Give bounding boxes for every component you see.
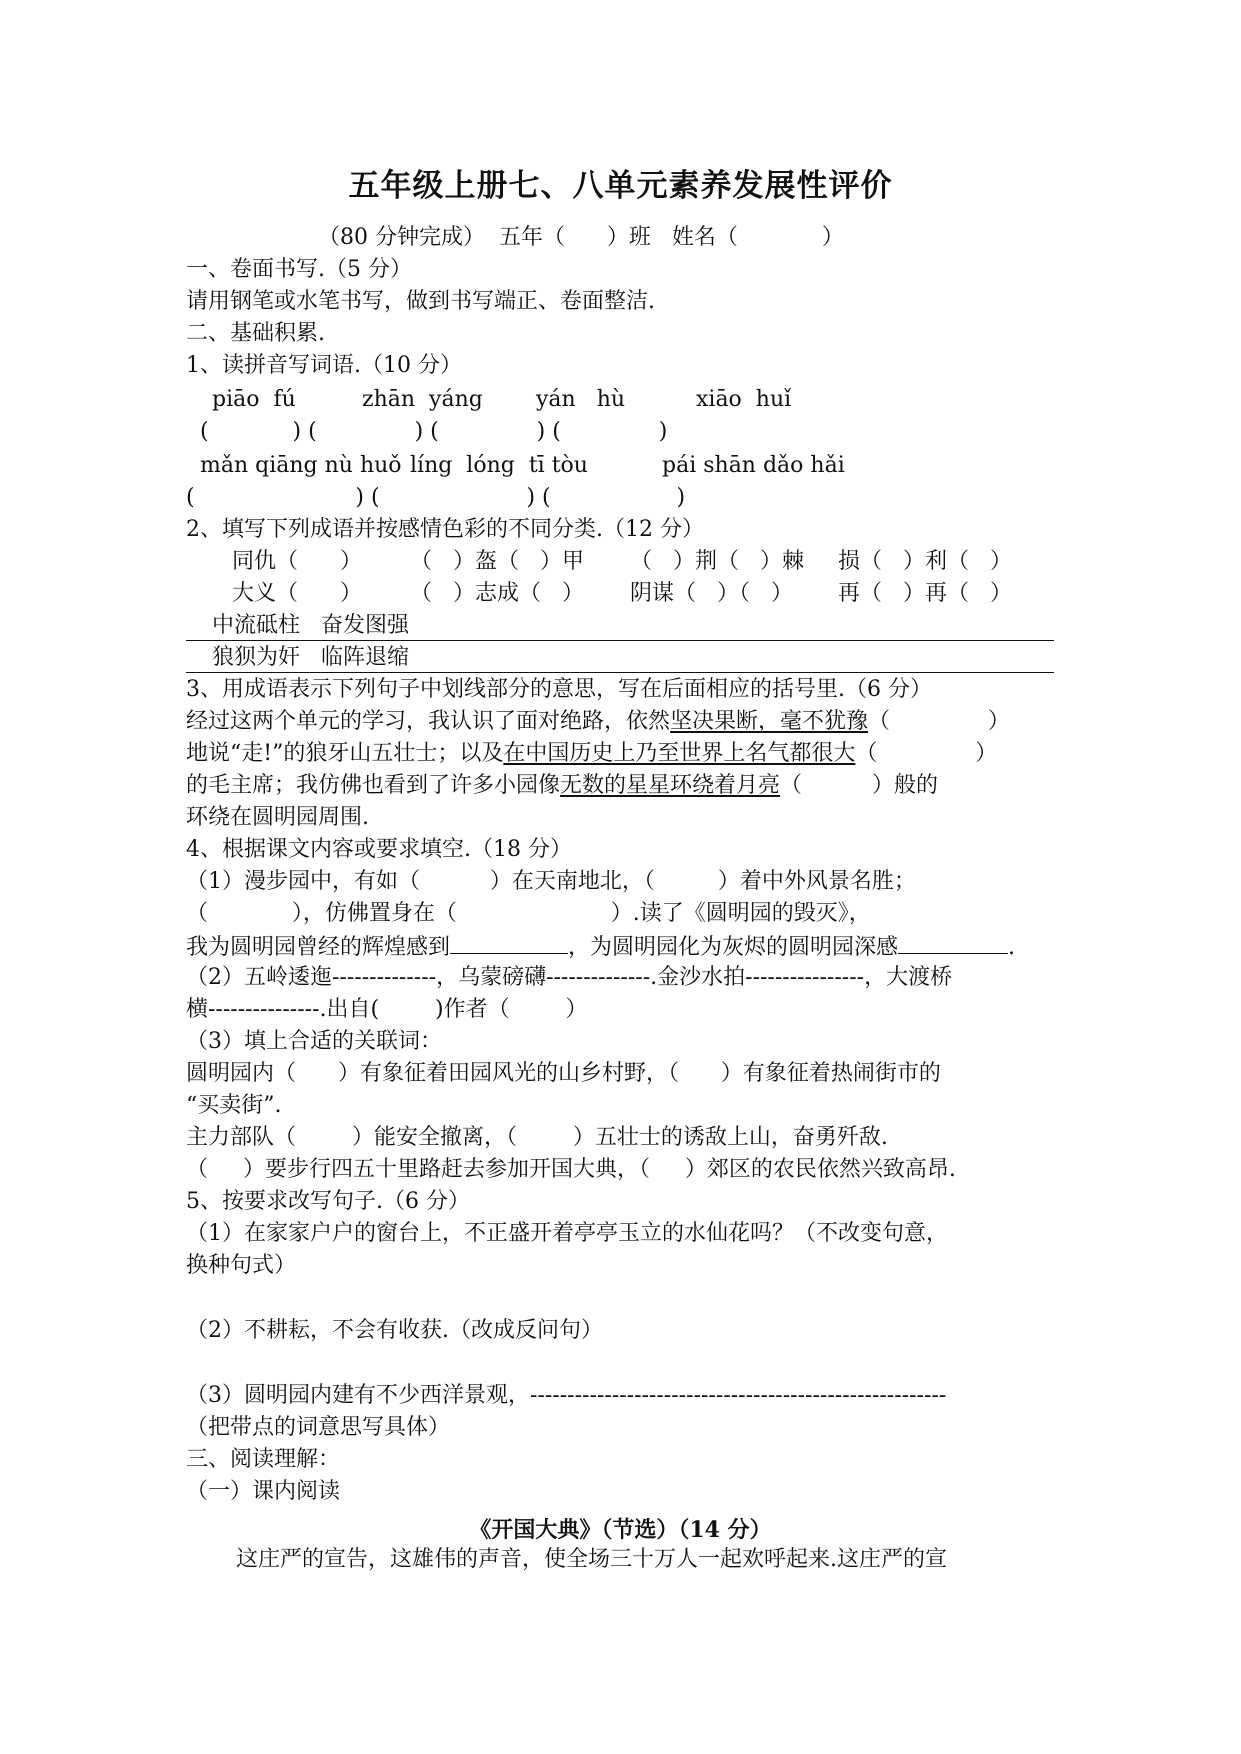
idiom-item: （ ）志成（ ）	[410, 581, 584, 606]
q4-p3-line2: “买卖街”.	[186, 1093, 282, 1118]
underlined-phrase: 坚决果断，毫不犹豫	[670, 709, 869, 734]
pinyin-item: líng lóng tī tòu	[410, 453, 588, 478]
answer-line	[186, 672, 1054, 673]
q3-line-4: 环绕在圆明园周围.	[186, 805, 369, 830]
idiom-item: （ ）盔（ ）甲	[410, 549, 584, 574]
q5-heading: 5、按要求改写句子.（6 分）	[186, 1189, 470, 1214]
section-3-heading: 三、阅读理解：	[186, 1447, 341, 1472]
pinyin-item: pái shān dǎo hǎi	[662, 453, 845, 478]
q5-p2: （2）不耕耘，不会有收获.（改成反问句）	[186, 1318, 603, 1343]
q4-p1-line1: （1）漫步园中，有如（ ）在天南地北，（ ）着中外风景名胜；	[186, 869, 916, 894]
q4-p2-line1: （2）五岭逶迤--------------，乌蒙磅礴--------------.金沙水拍----------------，大渡桥	[186, 965, 953, 990]
q5-p3-line2: （把带点的词意思写具体）	[186, 1415, 451, 1440]
idiom-item: 损（ ）利（ ）	[838, 549, 1012, 574]
idiom-item: 再（ ）再（ ）	[838, 581, 1012, 606]
q5-p1-line1: （1）在家家户户的窗台上，不正盛开着亭亭玉立的水仙花吗？（不改变句意，	[186, 1221, 948, 1246]
answer-line	[186, 640, 1054, 641]
answer-brackets-row1: ( ) ( ) ( ) ( )	[200, 419, 668, 444]
section-2-heading: 二、基础积累.	[186, 321, 325, 346]
q3-line-3: 的毛主席；我仿佛也看到了许多小园像无数的星星环绕着月亮（ ）般的	[186, 773, 938, 798]
q4-p3-line3: 主力部队（ ）能安全撤离，（ ）五壮士的诱敌上山，奋勇歼敌.	[186, 1125, 888, 1150]
q4-p1-line3: 我为圆明园曾经的辉煌感到 ，为圆明园化为灰烬的圆明园深感 .	[186, 931, 1015, 963]
q2-heading: 2、填写下列成语并按感情色彩的不同分类.（12 分）	[186, 517, 704, 542]
q4-p3-line4: （ ）要步行四五十里路赶去参加开国大典，（ ）郊区的农民依然兴致高昂.	[186, 1157, 956, 1182]
q4-p1-line2: （ ），仿佛置身在（ ）.读了《圆明园的毁灭》，	[186, 901, 871, 926]
q1-heading: 1、读拼音写词语.（10 分）	[186, 353, 462, 378]
fill-blank	[450, 931, 568, 954]
pinyin-item: yán hù	[536, 387, 626, 412]
answer-brackets-row2: ( ) ( ) ( )	[186, 485, 686, 510]
q3-line-1: 经过这两个单元的学习，我认识了面对绝路，依然坚决果断，毫不犹豫（ ）	[186, 709, 1010, 734]
q4-p3-line1: 圆明园内（ ）有象征着田园风光的山乡村野，（ ）有象征着热闹街市的	[186, 1061, 941, 1086]
q4-p3-heading: （3）填上合适的关联词：	[186, 1029, 442, 1054]
q4-p2-line2: 横---------------.出自( )作者（ ）	[186, 997, 588, 1022]
section-3-sub: （一）课内阅读	[186, 1479, 341, 1504]
q3-line-2: 地说“走!”的狼牙山五壮士；以及在中国历史上乃至世界上名气都很大（ ）	[186, 741, 998, 766]
pinyin-item: zhān yáng	[362, 387, 483, 412]
idiom-item: 同仇（ ）	[232, 549, 362, 574]
q4-heading: 4、根据课文内容或要求填空.（18 分）	[186, 837, 572, 862]
pinyin-item: piāo fú	[212, 387, 296, 412]
q5-p1-line2: 换种句式）	[186, 1253, 297, 1278]
q5-p3-line1: （3）圆明园内建有不少西洋景观，--------------------------------------------------------	[186, 1383, 947, 1408]
pinyin-item: xiāo huǐ	[696, 387, 792, 412]
fill-blank	[898, 931, 1008, 954]
pinyin-item: mǎn qiāng nù huǒ	[200, 453, 402, 478]
idiom-item: 阴谋（ ）（ ）	[630, 581, 793, 606]
page-title: 五年级上册七、八单元素养发展性评价	[348, 168, 893, 204]
underlined-phrase: 无数的星星环绕着月亮	[560, 773, 781, 798]
passage-title: 《开国大典》（节选）（14 分）	[469, 1517, 772, 1543]
idiom-item: （ ）荆（ ）棘	[630, 549, 804, 574]
header-info: （80 分钟完成） 五年（ ）班 姓名（ ）	[318, 225, 844, 250]
category-line-2: 狼狈为奸 临阵退缩	[212, 645, 409, 670]
section-1-text: 请用钢笔或水笔书写，做到书写端正、卷面整洁.	[186, 289, 655, 314]
category-line-1: 中流砥柱 奋发图强	[212, 613, 409, 638]
passage-line-1: 这庄严的宣告，这雄伟的声音，使全场三十万人一起欢呼起来.这庄严的宣	[236, 1547, 947, 1572]
underlined-phrase: 在中国历史上乃至世界上名气都很大	[503, 741, 856, 766]
q3-heading: 3、用成语表示下列句子中划线部分的意思，写在后面相应的括号里.（6 分）	[186, 677, 932, 702]
section-1-heading: 一、卷面书写.（5 分）	[186, 257, 412, 282]
idiom-item: 大义（ ）	[232, 581, 362, 606]
